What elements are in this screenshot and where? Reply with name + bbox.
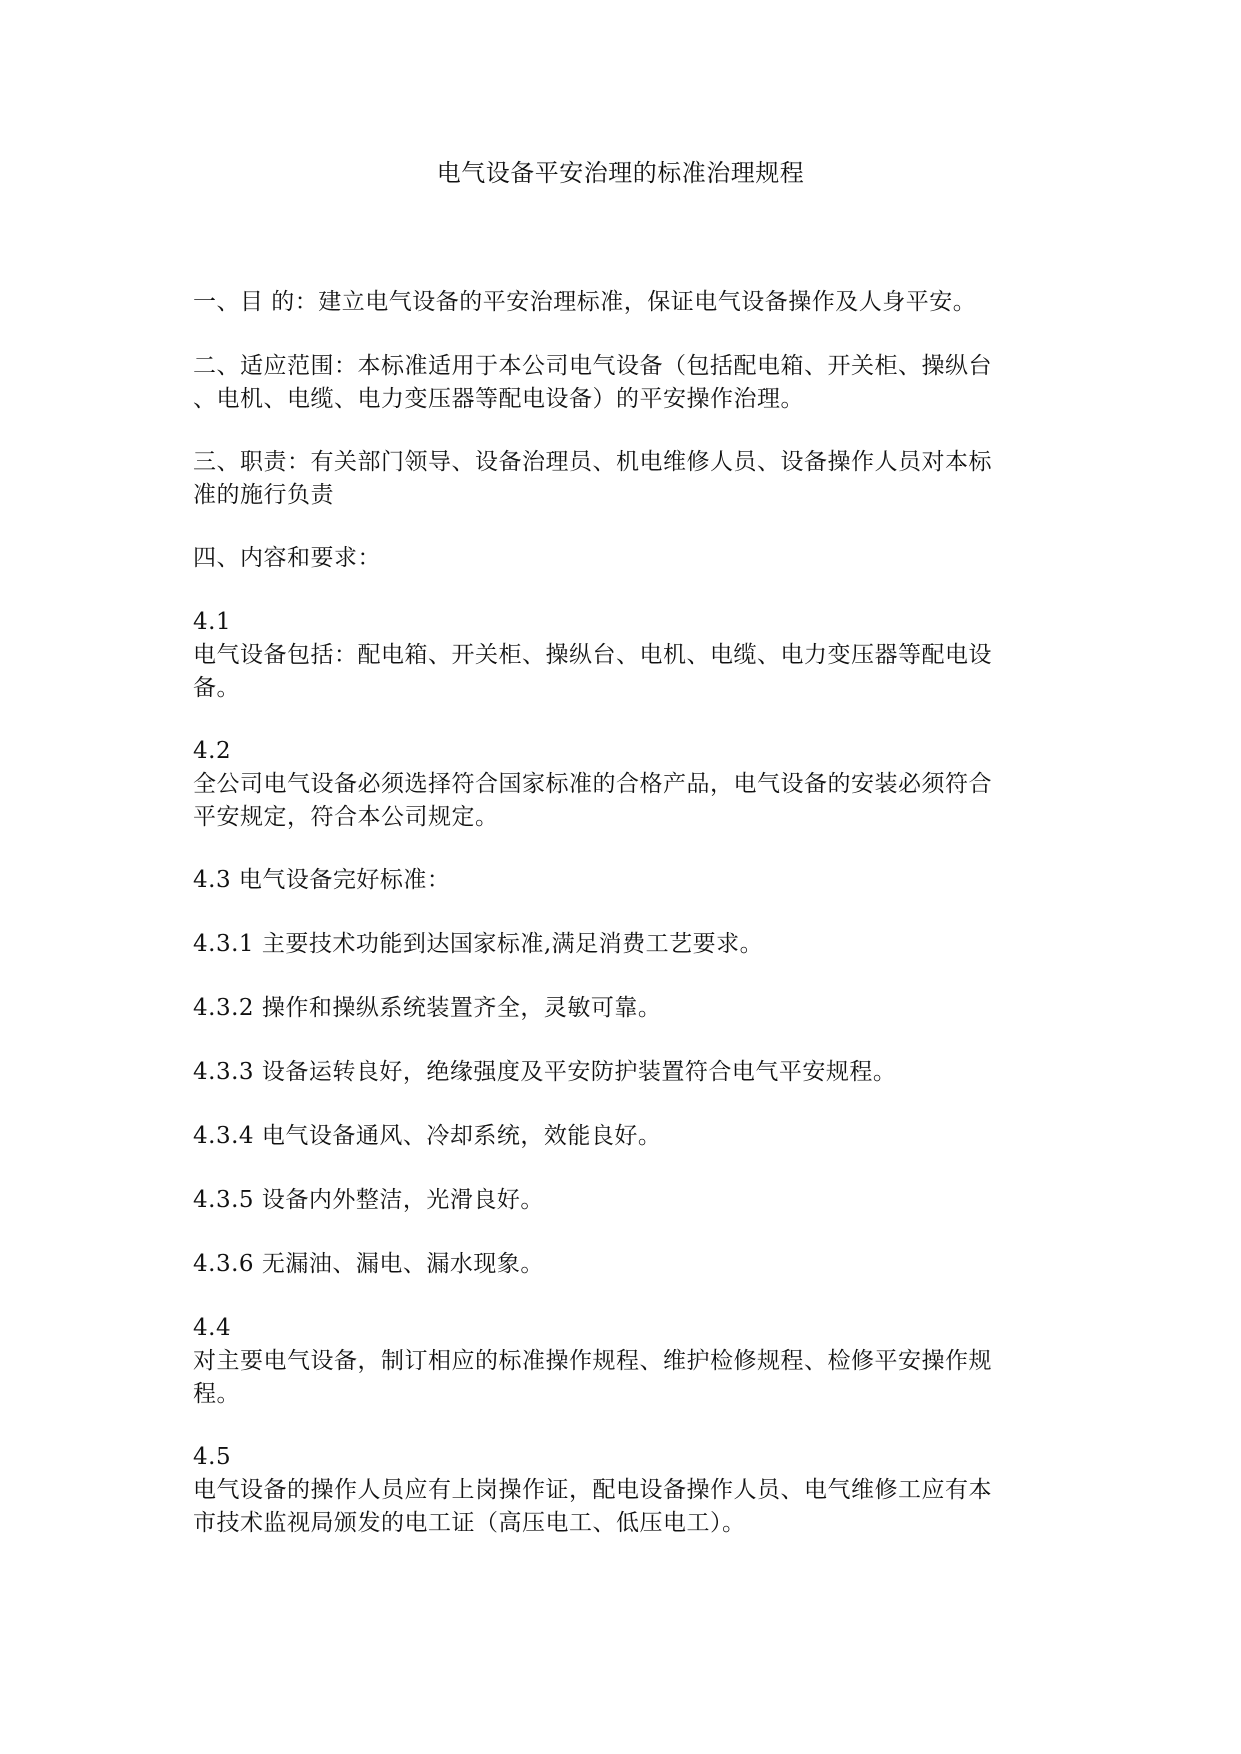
text-line: 4.5 — [193, 1444, 232, 1470]
text-line: 4.3.5 设备内外整洁，光滑良好。 — [193, 1187, 544, 1213]
paragraph-4-3-5 — [193, 1184, 1055, 1217]
text-line: 四、内容和要求： — [193, 545, 381, 571]
paragraph-purpose — [193, 286, 1055, 319]
text-line: 三、职责：有关部门领导、设备治理员、机电维修人员、设备操作人员对本标 — [193, 449, 992, 475]
paragraph-4-3-3 — [193, 1056, 1055, 1089]
text-line: 4.3.2 操作和操纵系统装置齐全，灵敏可靠。 — [193, 995, 662, 1021]
text-line: 4.3 电气设备完好标准： — [193, 867, 451, 893]
text-line: 4.2 — [193, 738, 232, 764]
text-line: 全公司电气设备必须选择符合国家标准的合格产品，电气设备的安装必须符合 — [193, 771, 992, 797]
text-line: 4.3.1 主要技术功能到达国家标准,满足消费工艺要求。 — [193, 931, 764, 957]
text-line: 准的施行负责 — [193, 482, 334, 508]
text-line: 平安规定，符合本公司规定。 — [193, 804, 499, 830]
text-line: 对主要电气设备，制订相应的标准操作规程、维护检修规程、检修平安操作规 — [193, 1348, 992, 1374]
document-title: 电气设备平安治理的标准治理规程 — [436, 159, 805, 187]
text-line: 电气设备的操作人员应有上岗操作证，配电设备操作人员、电气维修工应有本 — [193, 1477, 992, 1503]
text-line: 一、目 的：建立电气设备的平安治理标准，保证电气设备操作及人身平安。 — [193, 289, 977, 315]
paragraph-content-heading — [193, 542, 1055, 575]
text-line: 二、适应范围：本标准适用于本公司电气设备（包括配电箱、开关柜、操纵台 — [193, 353, 992, 379]
paragraph-4-1 — [193, 606, 1055, 705]
text-line: 4.4 — [193, 1315, 232, 1341]
paragraph-4-3-6 — [193, 1248, 1055, 1281]
text-line: 4.3.6 无漏油、漏电、漏水现象。 — [193, 1251, 544, 1277]
paragraph-4-3 — [193, 864, 1055, 897]
text-line: 4.3.4 电气设备通风、冷却系统，效能良好。 — [193, 1123, 662, 1149]
text-line: 、电机、电缆、电力变压器等配电设备）的平安操作治理。 — [193, 386, 804, 412]
text-line: 市技术监视局颁发的电工证（高压电工、低压电工）。 — [193, 1510, 746, 1536]
paragraph-4-3-4 — [193, 1120, 1055, 1153]
text-line: 程。 — [193, 1381, 240, 1407]
paragraph-scope — [193, 350, 1055, 416]
paragraph-4-4 — [193, 1312, 1055, 1411]
paragraph-4-5 — [193, 1441, 1055, 1540]
paragraph-4-2 — [193, 735, 1055, 834]
text-line: 4.3.3 设备运转良好，绝缘强度及平安防护装置符合电气平安规程。 — [193, 1059, 897, 1085]
text-line: 备。 — [193, 675, 240, 701]
paragraph-responsibility — [193, 446, 1055, 512]
text-line: 4.1 — [193, 609, 232, 635]
paragraph-4-3-1 — [193, 928, 1055, 961]
paragraph-4-3-2 — [193, 992, 1055, 1025]
text-line: 电气设备包括：配电箱、开关柜、操纵台、电机、电缆、电力变压器等配电设 — [193, 642, 992, 668]
